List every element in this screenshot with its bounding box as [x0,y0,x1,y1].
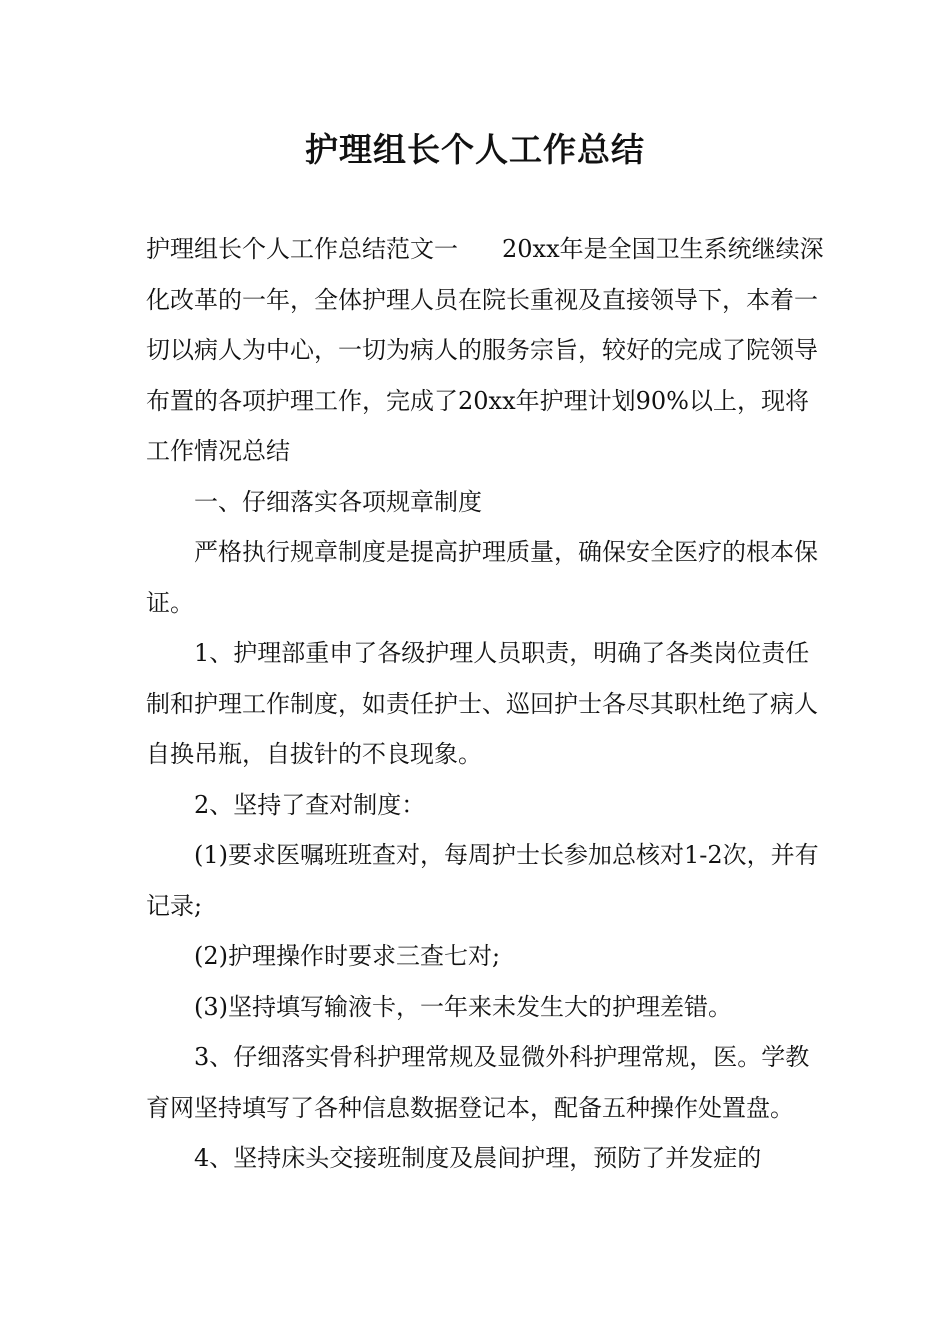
paragraph-4: 2、坚持了查对制度： [194,790,426,819]
document-title: 护理组长个人工作总结 [305,130,645,169]
paragraph-intro [146,224,826,477]
paragraph-5: (1)要求医嘱班班查对，每周护士长参加总核对1-2次，并有记录; [146,841,819,920]
intro-text: 20xx年是全国卫生系统继续深化改革的一年，全体护理人员在院长重视及直接领导下，本着一切以病人为中心，一切为病人的服务宗旨，较好的完成了院领导布置的各项护理工作，完成了20xx年护理计划90%以上，现将工作情况总结 [146,235,824,465]
paragraph-3: 1、护理部重申了各级护理人员职责，明确了各类岗位责任制和护理工作制度，如责任护士、巡回护士各尽其职杜绝了病人自换吊瓶，自拔针的不良现象。 [146,639,818,768]
paragraph-9: 4、坚持床头交接班制度及晨间护理，预防了并发症的 [194,1144,762,1172]
paragraph-2: 严格执行规章制度是提高护理质量，确保安全医疗的根本保证。 [146,538,818,617]
paragraph-8: 3、仔细落实骨科护理常规及显微外科护理常规，医。学教育网坚持填写了各种信息数据登记本，配备五种操作处置盘。 [146,1043,810,1122]
paragraph-6: (2)护理操作时要求三查七对; [194,942,501,970]
section-heading-1: 一、仔细落实各项规章制度 [194,487,482,516]
document-body [146,224,826,1184]
paragraph-7: (3)坚持填写输液卡，一年来未发生大的护理差错。 [194,992,732,1021]
intro-lead: 护理组长个人工作总结范文一 [146,235,458,263]
